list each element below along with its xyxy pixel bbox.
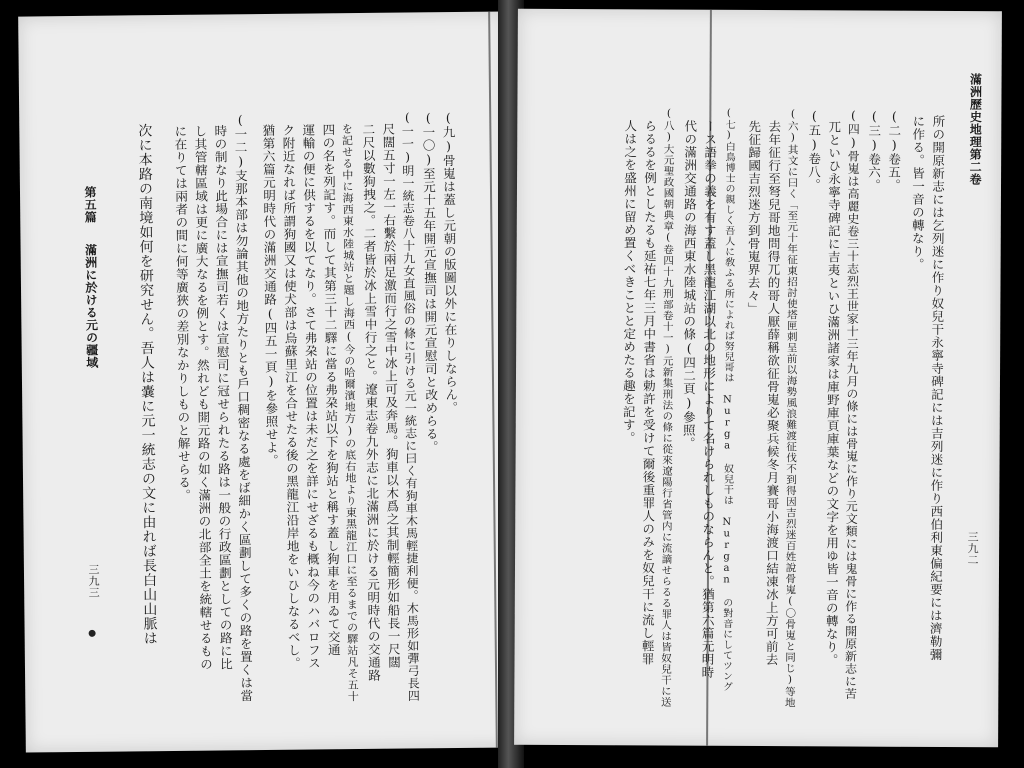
text-column: し其管轄區域は更に廣大なるを例とす。然れども開元路の如く滿洲の北部全土を統轄せるもの (192, 124, 214, 671)
running-header-chapter: 第五篇 (82, 185, 98, 224)
text-column: (九)骨嵬は蓋し元朝の版圖以外に在りしならん。 (440, 109, 459, 415)
text-column: ク附近なれば所謂狗國又は使犬部は烏蘇里江を合せたる後の黑龍江沿岸地をいひしなるべし。 (280, 123, 302, 670)
text-column: 所の開原新志には乞列迷に作り奴兒干永寧寺碑記には吉列迷に作り西伯利東偏紀要には濟勒彌 (928, 114, 946, 661)
text-column: 去年征行至弩兒哥地問得兀的哥人厭薛稱欲征骨嵬必聚兵候冬月賽哥小海渡口結凍冰上方可前去 (763, 120, 782, 667)
left-page (18, 11, 512, 752)
running-header: 滿洲歷史地理第二卷 (968, 73, 983, 186)
page-number: 三九二 (966, 531, 980, 566)
running-header-title: 滿洲に於ける元の疆域 (83, 243, 99, 369)
text-column: (六)其文に曰く「至元十年征東招討使塔匣刺呈前以海勢風浪難渡征伐不到得因吉烈迷百姓說骨嵬(〇骨嵬と同じ)等地 (783, 108, 799, 709)
text-column: 次に本路の南境如何を研究せん。吾人は嚢に元一統志の文に由れば長白山山脈は (136, 123, 158, 646)
text-column: らるるを例としたるも延祐七年三月中書省は勅許を受けて爾後重罪人のみを奴兒干に流し輕罪 (639, 119, 658, 666)
right-page (514, 9, 1002, 748)
text-column: に在りては兩者の間に何等廣狹の差別なかりしものと解せらる。 (172, 124, 192, 502)
text-column: (八)大元聖政國朝典章(卷四十九刑部卷十一)元新集刑法の條に從來遼陽行省管内に流謫せらるる罪人は皆奴兒干に送 (659, 107, 675, 708)
text-column: 兀といひ永寧寺碑記に吉夷といひ滿洲諸家は庫野庫頁庫葉などの文字を用ゆ皆一音の轉なり。 (823, 120, 842, 667)
text-column: (一一)明一統志卷八十九女直風俗の條に引ける元一統志に曰く有狗車木馬輕捷利便。木馬形如彈弓長四 (400, 110, 421, 703)
text-column: (三)卷六。 (866, 108, 882, 192)
text-column: 猶第六篇元明時代の滿洲交通路(四五一頁)を參照せよ。 (260, 123, 280, 468)
text-column: 代の滿洲交通路の海西東水陸城站の條(四二頁)參照。 (681, 119, 698, 450)
text-column: 先征歸國吉烈迷方到骨嵬界去々」 (745, 119, 762, 316)
text-column: (四)骨嵬は高麗史卷三十志烈王世家十三年九月の條には骨嵬に作り元文類には鬼骨に作る開原新志に苦 (843, 108, 861, 701)
text-column: 四の名を列記す。而して其第三十二驛に當る弗朶站以下を狗站と稱す蓋し狗車を用ゐて交通 (320, 123, 342, 657)
text-column: ース語拳の義を有す蓋し黑龍江湖以北の地形によりて名けられしものならんと。猶第六篇元明時 (699, 119, 718, 679)
text-column: 二尺以數狗拽之。二者皆於冰上雪中行之と。遼東志卷九外志に北滿洲に於ける元明時代の交通路 (360, 122, 382, 682)
text-column: に作る。皆一音の轉なり。 (910, 114, 926, 271)
text-column: (七)白鳥博士の親しく吾人に敎ふる所によれば努兒哥は Nurga 奴兒干は Nurgan の對音にしてツング (720, 107, 735, 692)
text-column: (一〇)至元十五年開元宣撫司は開元宣慰司と改めらる。 (420, 110, 440, 454)
text-column: 時の制なり此場合には宣撫司若くは宣慰司に冠せられたる路は一般の行政區劃としての路に比 (212, 124, 234, 671)
text-column: 運輸の便に供するを以てなり。さて弗朶站の位置は未だ之を詳にせざるも概ね今のハバロフス (300, 123, 322, 670)
text-column: (二)卷五。 (886, 108, 902, 192)
text-column: 人は之を盛州に留め置くべきことと定めたる趣を記す。 (621, 119, 638, 445)
text-column: (五)卷八。 (806, 108, 822, 192)
page-number: 三九三 (86, 563, 101, 599)
page-edge-line (488, 12, 498, 748)
text-column: 尺闊五寸一左一右繫於兩足激而行之雪中冰上可及奔馬。狗車以木爲之其制輕簡形如船長一尺闊 (380, 122, 402, 669)
ink-dot (89, 630, 96, 637)
text-column: を記せる中に海西東水陸城站と題し海西(今の哈爾濱地方)の底右地より東黑龍江口に至るまでの驛站凡そ五十 (340, 123, 360, 703)
text-column: (一二)支那本部は勿論其他の地方たりとも戶口稠密なる處をば細かく區劃して多くの路を置くは當 (232, 112, 254, 703)
